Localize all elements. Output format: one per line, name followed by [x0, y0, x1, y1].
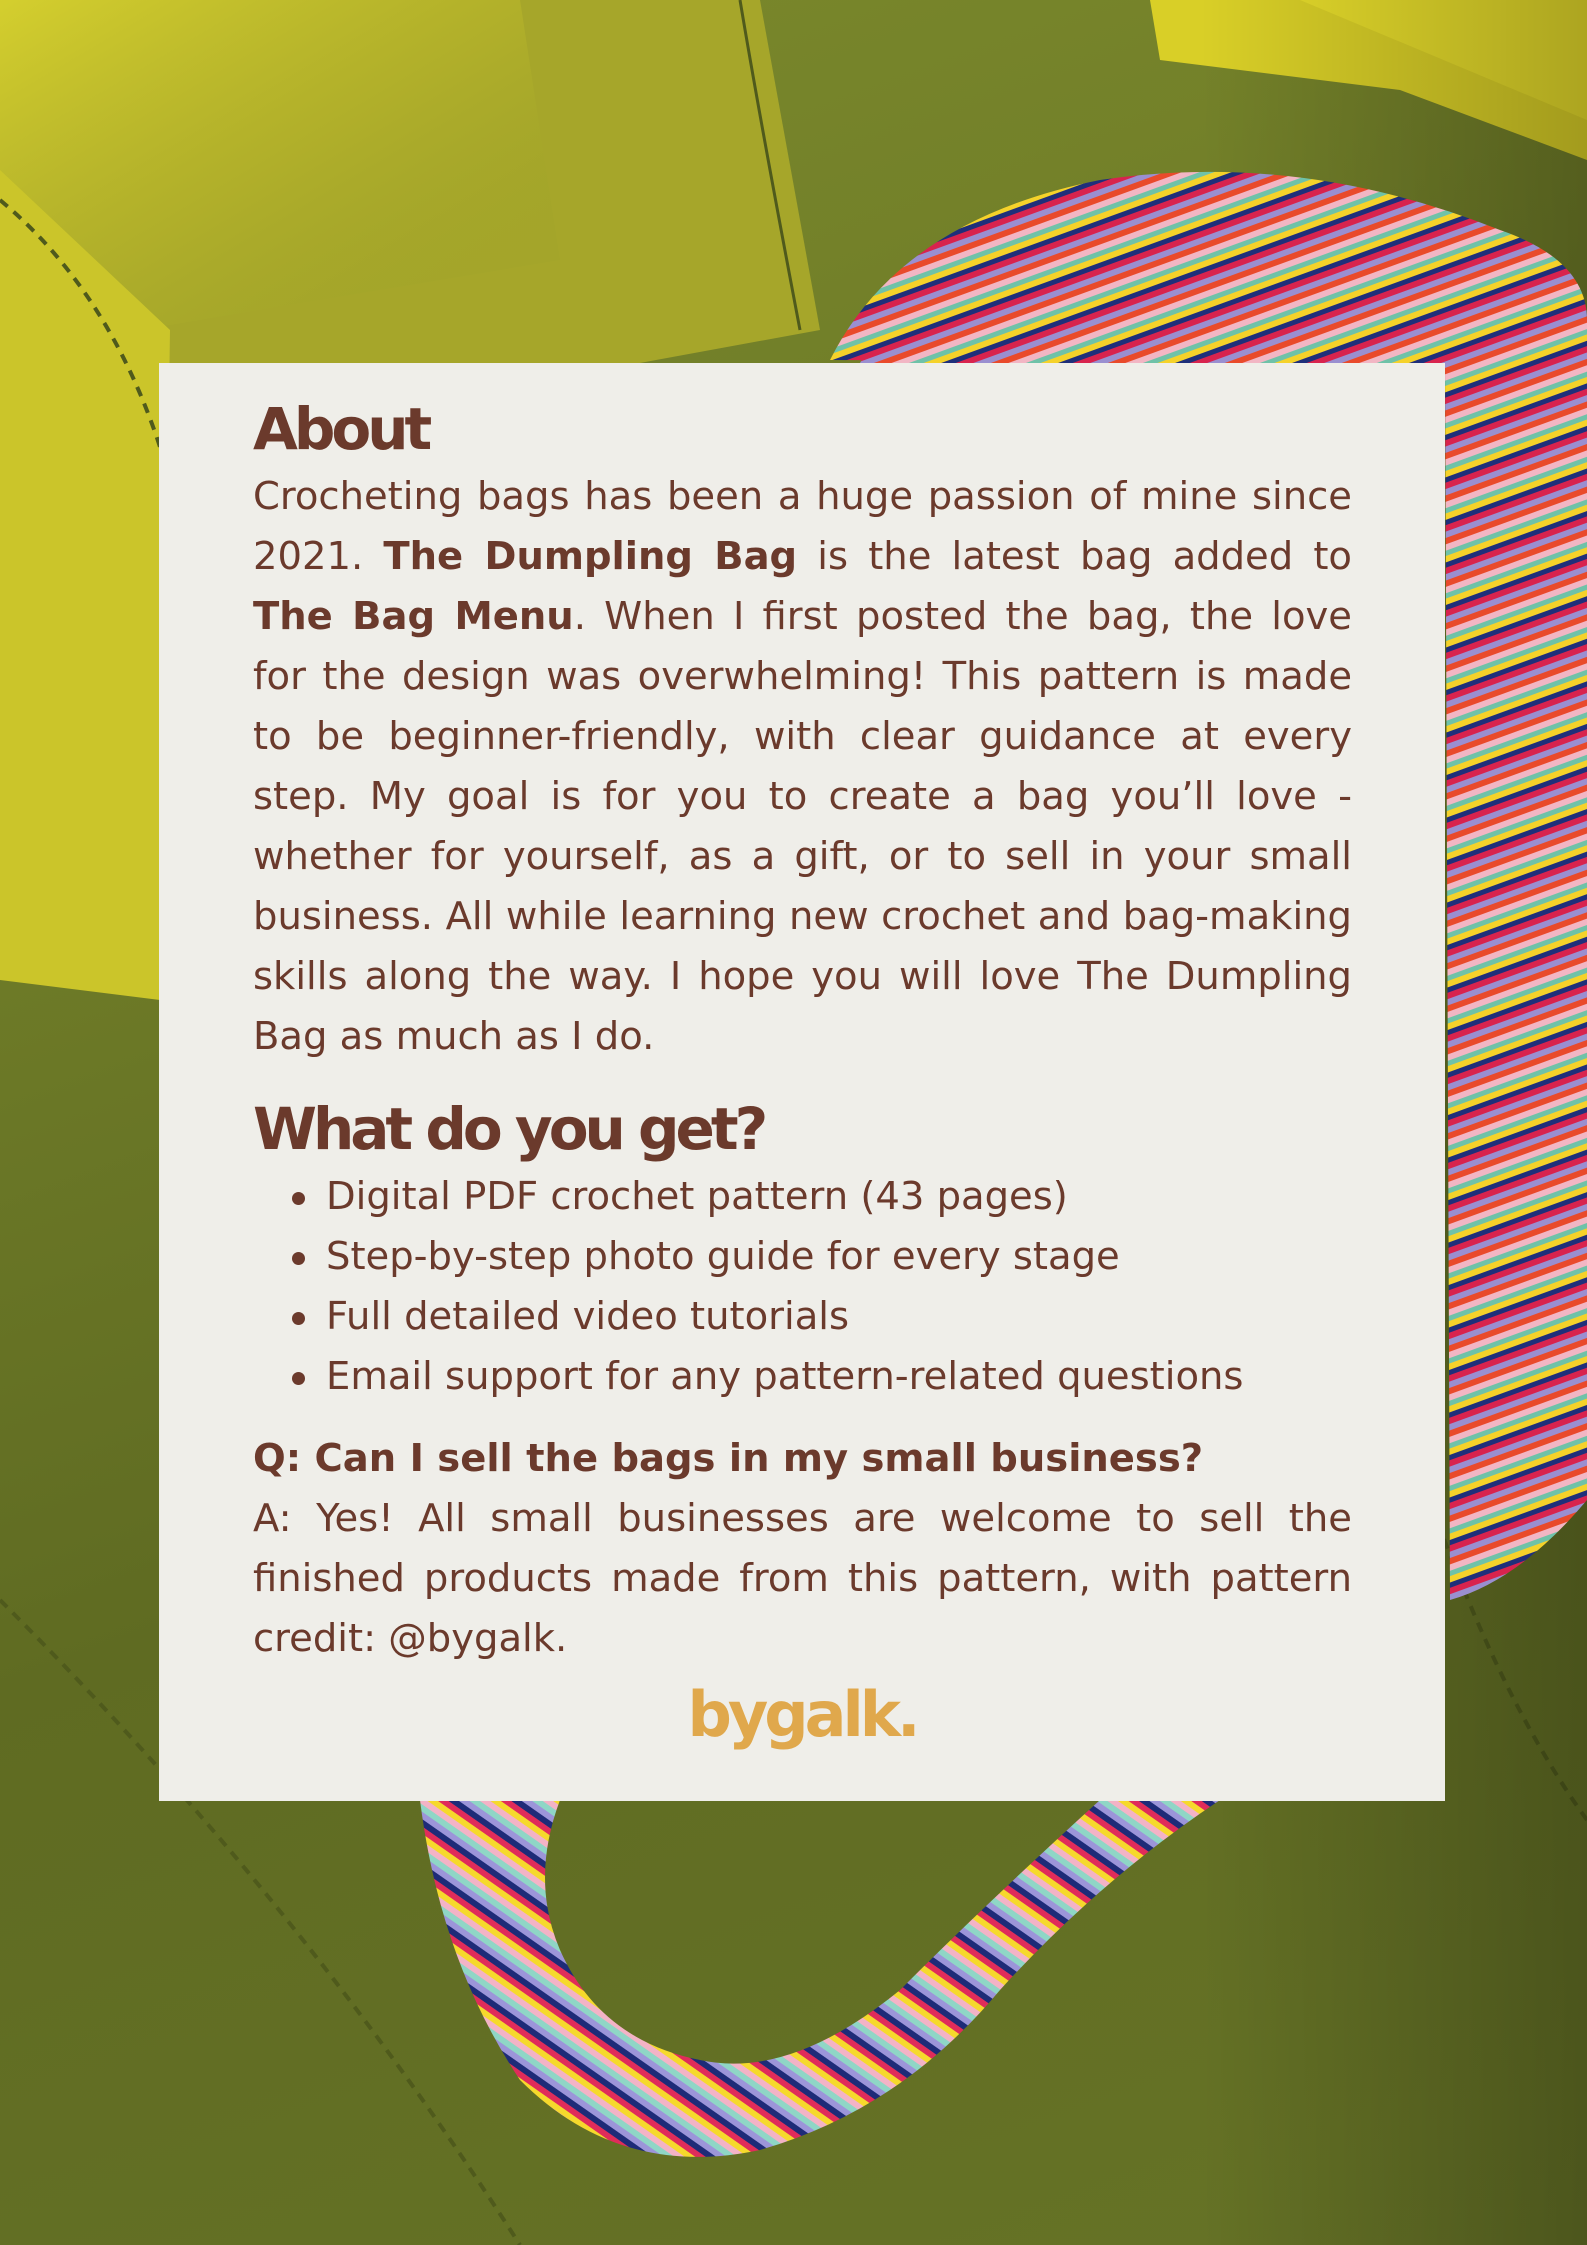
- faq-question: Q: Can I sell the bags in my small business?: [253, 1436, 1204, 1481]
- brand-logo: bygalk.: [687, 1678, 917, 1751]
- about-text-part: Crocheting bags has been a huge passion of mine since 2021.: [253, 474, 1352, 579]
- what-you-get-heading: What do you get?: [253, 1095, 765, 1163]
- about-paragraph: [253, 467, 1352, 1067]
- list-item: [288, 1227, 1352, 1287]
- bullet-icon: [292, 1192, 305, 1205]
- list-item: [288, 1287, 1352, 1347]
- about-text-part: is the latest bag added to: [797, 534, 1352, 579]
- faq-answer: A: Yes! All small businesses are welcome to sell the finished products made from this pattern, with pattern credit: @bygalk.: [253, 1496, 1352, 1661]
- bullet-icon: [292, 1252, 305, 1265]
- list-item: [288, 1347, 1352, 1407]
- about-bold-product-name: The Dumpling Bag: [383, 534, 798, 579]
- content-card: [159, 363, 1445, 1801]
- faq-section: [253, 1429, 1352, 1669]
- list-item-text: Email support for any pattern-related questions: [326, 1354, 1244, 1399]
- list-item-text: Digital PDF crochet pattern (43 pages): [326, 1174, 1068, 1219]
- feature-list: [253, 1167, 1352, 1407]
- bullet-icon: [292, 1372, 305, 1385]
- about-bold-collection-name: The Bag Menu: [253, 594, 574, 639]
- bullet-icon: [292, 1312, 305, 1325]
- about-heading: About: [253, 395, 429, 463]
- about-text-part: . When I first posted the bag, the love for the design was overwhelming! This pattern is made to be beginner-friendly, with clear guidance at every step. My goal is for you to create a bag you’ll love - whether for yourself, as a gift, or to sell in your small business. All while learning new crochet and bag-making skills along the way. I hope you will love The Dumpling Bag as much as I do.: [253, 594, 1352, 1059]
- list-item: [288, 1167, 1352, 1227]
- list-item-text: Full detailed video tutorials: [326, 1294, 850, 1339]
- list-item-text: Step-by-step photo guide for every stage: [326, 1234, 1120, 1279]
